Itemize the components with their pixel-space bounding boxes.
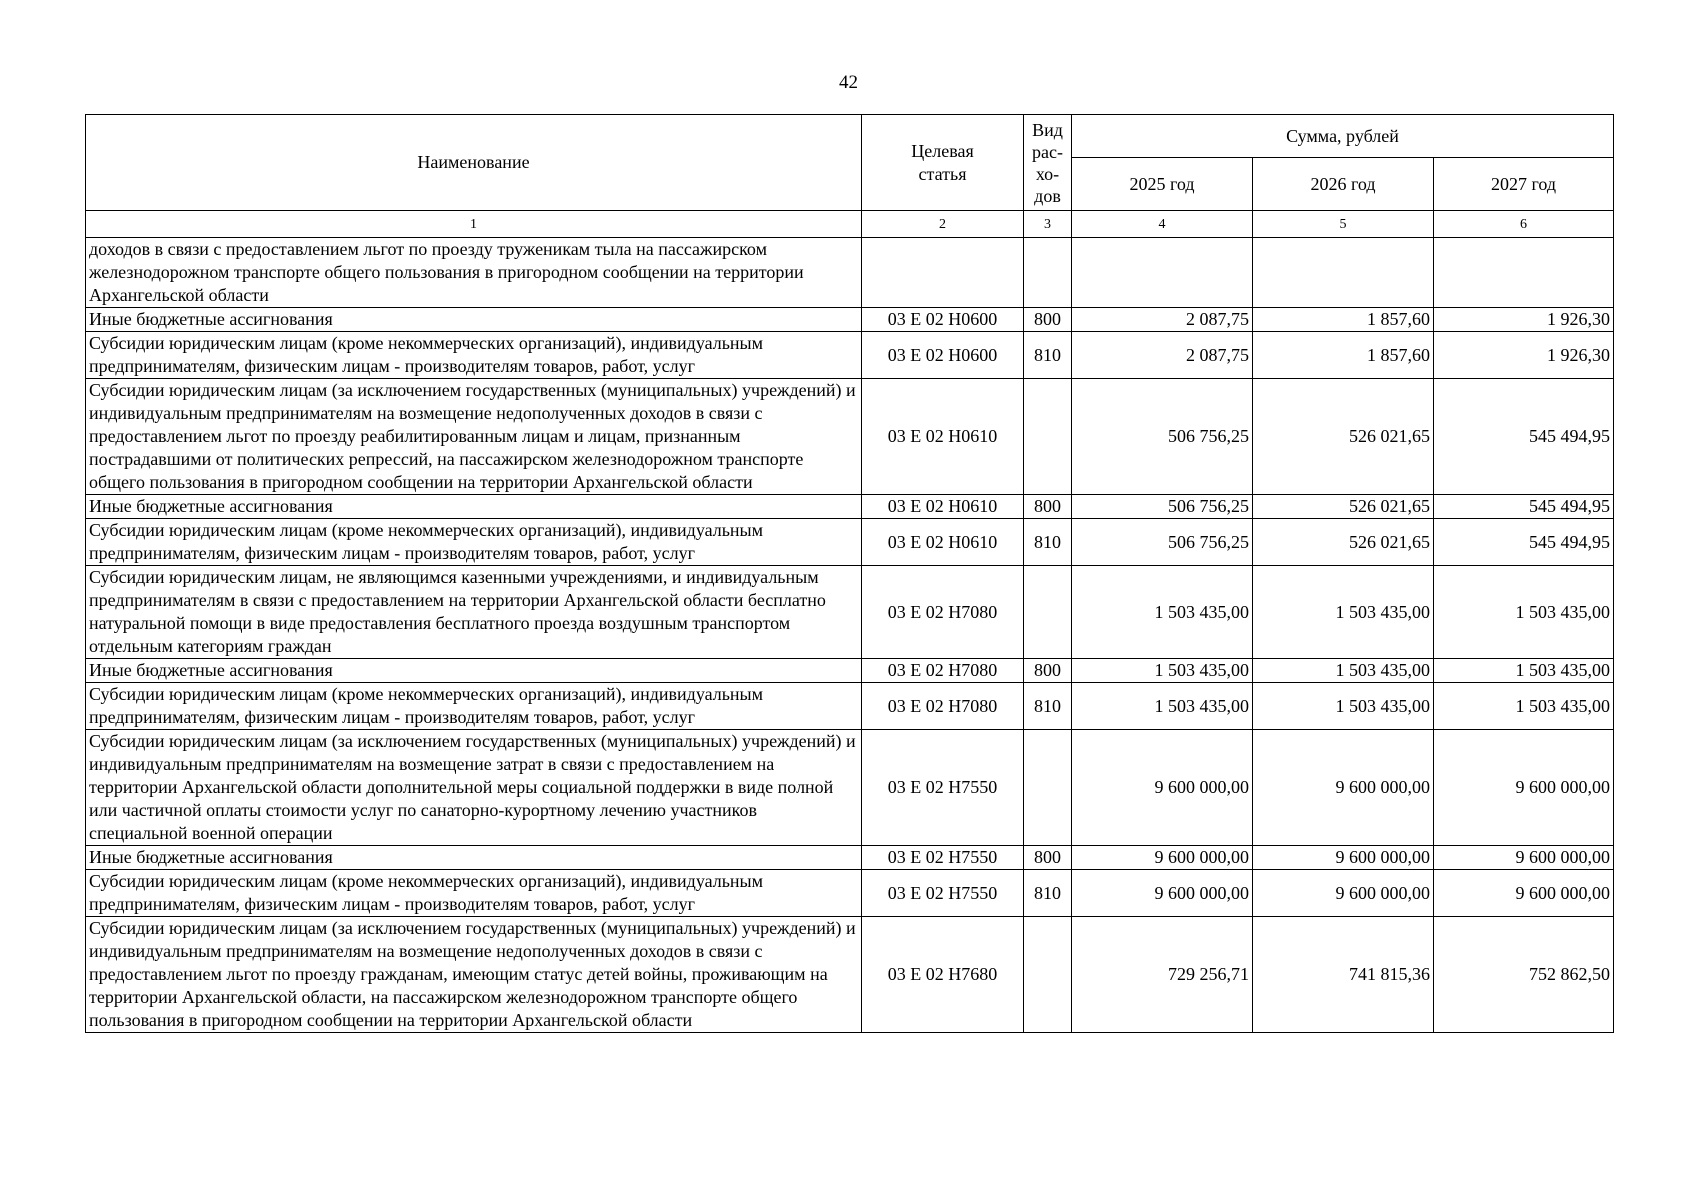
row-amount-2025: 1 503 435,00 xyxy=(1072,566,1253,659)
row-name: доходов в связи с предоставлением льгот по проезду труженикам тыла на пассажирском железнодорожном транспорте общего пользования в пригородном сообщении на территории Архангельской области xyxy=(86,238,862,308)
row-expense-kind xyxy=(1024,238,1072,308)
table-row xyxy=(86,917,1614,1033)
table-body xyxy=(86,238,1614,1033)
table-row xyxy=(86,730,1614,846)
row-target-article: 03 Е 02 Н0600 xyxy=(862,308,1024,332)
row-amount-2026: 526 021,65 xyxy=(1253,379,1434,495)
row-amount-2027: 1 926,30 xyxy=(1434,332,1614,379)
row-amount-2026: 741 815,36 xyxy=(1253,917,1434,1033)
row-amount-2026: 9 600 000,00 xyxy=(1253,730,1434,846)
row-target-article: 03 Е 02 Н0610 xyxy=(862,379,1024,495)
row-expense-kind xyxy=(1024,379,1072,495)
column-number: 3 xyxy=(1024,211,1072,238)
row-amount-2025: 2 087,75 xyxy=(1072,332,1253,379)
row-amount-2027: 545 494,95 xyxy=(1434,495,1614,519)
column-number: 5 xyxy=(1253,211,1434,238)
row-name: Субсидии юридическим лицам (за исключением государственных (муниципальных) учреждений) и индивидуальным предпринимателям на возмещение затрат в связи с предоставлением на территории Архангельской области дополнительной меры социальной поддержки в виде полной или частичной оплаты стоимости услуг по санаторно-курортному лечению участников специальной военной операции xyxy=(86,730,862,846)
row-amount-2027: 545 494,95 xyxy=(1434,519,1614,566)
row-amount-2027: 9 600 000,00 xyxy=(1434,846,1614,870)
row-amount-2027: 752 862,50 xyxy=(1434,917,1614,1033)
budget-table xyxy=(85,114,1614,1033)
row-amount-2025: 506 756,25 xyxy=(1072,495,1253,519)
row-amount-2026: 1 503 435,00 xyxy=(1253,566,1434,659)
row-name: Субсидии юридическим лицам (кроме некоммерческих организаций), индивидуальным предпринимателям, физическим лицам - производителям товаров, работ, услуг xyxy=(86,683,862,730)
header-row-column-numbers xyxy=(86,211,1614,238)
header-expense-kind xyxy=(1024,115,1072,211)
row-expense-kind: 800 xyxy=(1024,846,1072,870)
header-year-2027: 2027 год xyxy=(1434,158,1614,211)
table-row xyxy=(86,308,1614,332)
row-amount-2027: 9 600 000,00 xyxy=(1434,870,1614,917)
row-amount-2025: 506 756,25 xyxy=(1072,519,1253,566)
header-year-2025: 2025 год xyxy=(1072,158,1253,211)
row-amount-2027: 1 503 435,00 xyxy=(1434,659,1614,683)
row-target-article: 03 Е 02 Н7550 xyxy=(862,730,1024,846)
table-row xyxy=(86,332,1614,379)
table-row xyxy=(86,566,1614,659)
row-amount-2025: 9 600 000,00 xyxy=(1072,870,1253,917)
header-row-main xyxy=(86,115,1614,158)
row-target-article: 03 Е 02 Н7080 xyxy=(862,566,1024,659)
header-kind-line4: дов xyxy=(1034,185,1061,206)
row-amount-2027 xyxy=(1434,238,1614,308)
row-amount-2027: 9 600 000,00 xyxy=(1434,730,1614,846)
row-amount-2025 xyxy=(1072,238,1253,308)
table-row xyxy=(86,870,1614,917)
header-kind-line3: хо- xyxy=(1035,163,1060,184)
row-amount-2026: 1 503 435,00 xyxy=(1253,683,1434,730)
column-number: 4 xyxy=(1072,211,1253,238)
row-name: Субсидии юридическим лицам (за исключением государственных (муниципальных) учреждений) и индивидуальным предпринимателям на возмещение недополученных доходов в связи с предоставлением льгот по проезду гражданам, имеющим статус детей войны, проживающим на территории Архангельской области, на пассажирском железнодорожном транспорте общего пользования в пригородном сообщении на территории Архангельской области xyxy=(86,917,862,1033)
row-amount-2025: 9 600 000,00 xyxy=(1072,730,1253,846)
row-expense-kind: 810 xyxy=(1024,519,1072,566)
header-name: Наименование xyxy=(86,115,862,211)
row-name: Субсидии юридическим лицам (кроме некоммерческих организаций), индивидуальным предпринимателям, физическим лицам - производителям товаров, работ, услуг xyxy=(86,870,862,917)
row-name: Иные бюджетные ассигнования xyxy=(86,308,862,332)
header-target-article xyxy=(862,115,1024,211)
row-amount-2026: 9 600 000,00 xyxy=(1253,870,1434,917)
row-amount-2026: 1 857,60 xyxy=(1253,308,1434,332)
row-target-article: 03 Е 02 Н7550 xyxy=(862,846,1024,870)
row-expense-kind: 810 xyxy=(1024,683,1072,730)
row-expense-kind: 810 xyxy=(1024,870,1072,917)
row-amount-2026 xyxy=(1253,238,1434,308)
column-number: 6 xyxy=(1434,211,1614,238)
table-row xyxy=(86,519,1614,566)
column-number: 1 xyxy=(86,211,862,238)
row-amount-2026: 526 021,65 xyxy=(1253,495,1434,519)
row-amount-2026: 526 021,65 xyxy=(1253,519,1434,566)
header-kind-line2: рас- xyxy=(1032,141,1063,162)
table-row xyxy=(86,238,1614,308)
table-row xyxy=(86,846,1614,870)
row-amount-2025: 1 503 435,00 xyxy=(1072,683,1253,730)
row-target-article: 03 Е 02 Н7080 xyxy=(862,683,1024,730)
row-target-article: 03 Е 02 Н7550 xyxy=(862,870,1024,917)
row-name: Субсидии юридическим лицам (кроме некоммерческих организаций), индивидуальным предпринимателям, физическим лицам - производителям товаров, работ, услуг xyxy=(86,332,862,379)
header-kind-line1: Вид xyxy=(1032,119,1063,140)
row-expense-kind xyxy=(1024,730,1072,846)
page-number: 42 xyxy=(839,72,858,93)
row-name: Субсидии юридическим лицам, не являющимся казенными учреждениями, и индивидуальным предпринимателям в связи с предоставлением на территории Архангельской области бесплатно натуральной помощи в виде предоставления бесплатного проезда воздушным транспортом отдельным категориям граждан xyxy=(86,566,862,659)
column-number: 2 xyxy=(862,211,1024,238)
row-name: Иные бюджетные ассигнования xyxy=(86,846,862,870)
row-name: Иные бюджетные ассигнования xyxy=(86,659,862,683)
header-target-line2: статья xyxy=(918,163,967,184)
row-expense-kind xyxy=(1024,566,1072,659)
row-name: Субсидии юридическим лицам (кроме некоммерческих организаций), индивидуальным предпринимателям, физическим лицам - производителям товаров, работ, услуг xyxy=(86,519,862,566)
table-row xyxy=(86,659,1614,683)
row-amount-2025: 1 503 435,00 xyxy=(1072,659,1253,683)
header-year-2026: 2026 год xyxy=(1253,158,1434,211)
row-target-article: 03 Е 02 Н0600 xyxy=(862,332,1024,379)
row-amount-2027: 1 503 435,00 xyxy=(1434,566,1614,659)
row-amount-2026: 9 600 000,00 xyxy=(1253,846,1434,870)
table-row xyxy=(86,495,1614,519)
row-expense-kind: 800 xyxy=(1024,308,1072,332)
row-amount-2025: 2 087,75 xyxy=(1072,308,1253,332)
row-target-article: 03 Е 02 Н7680 xyxy=(862,917,1024,1033)
table-row xyxy=(86,379,1614,495)
header-target-line1: Целевая xyxy=(911,140,974,161)
row-amount-2027: 1 503 435,00 xyxy=(1434,683,1614,730)
row-amount-2026: 1 503 435,00 xyxy=(1253,659,1434,683)
row-target-article: 03 Е 02 Н0610 xyxy=(862,495,1024,519)
header-sum: Сумма, рублей xyxy=(1072,115,1614,158)
row-name: Иные бюджетные ассигнования xyxy=(86,495,862,519)
table-row xyxy=(86,683,1614,730)
row-name: Субсидии юридическим лицам (за исключением государственных (муниципальных) учреждений) и индивидуальным предпринимателям на возмещение недополученных доходов в связи с предоставлением льгот по проезду реабилитированным лицам и лицам, признанным пострадавшими от политических репрессий, на пассажирском железнодорожном транспорте общего пользования в пригородном сообщении на территории Архангельской области xyxy=(86,379,862,495)
row-expense-kind xyxy=(1024,917,1072,1033)
row-amount-2027: 1 926,30 xyxy=(1434,308,1614,332)
row-amount-2026: 1 857,60 xyxy=(1253,332,1434,379)
row-expense-kind: 800 xyxy=(1024,659,1072,683)
row-target-article xyxy=(862,238,1024,308)
row-expense-kind: 800 xyxy=(1024,495,1072,519)
row-target-article: 03 Е 02 Н0610 xyxy=(862,519,1024,566)
row-expense-kind: 810 xyxy=(1024,332,1072,379)
row-target-article: 03 Е 02 Н7080 xyxy=(862,659,1024,683)
row-amount-2025: 729 256,71 xyxy=(1072,917,1253,1033)
row-amount-2025: 506 756,25 xyxy=(1072,379,1253,495)
row-amount-2025: 9 600 000,00 xyxy=(1072,846,1253,870)
row-amount-2027: 545 494,95 xyxy=(1434,379,1614,495)
